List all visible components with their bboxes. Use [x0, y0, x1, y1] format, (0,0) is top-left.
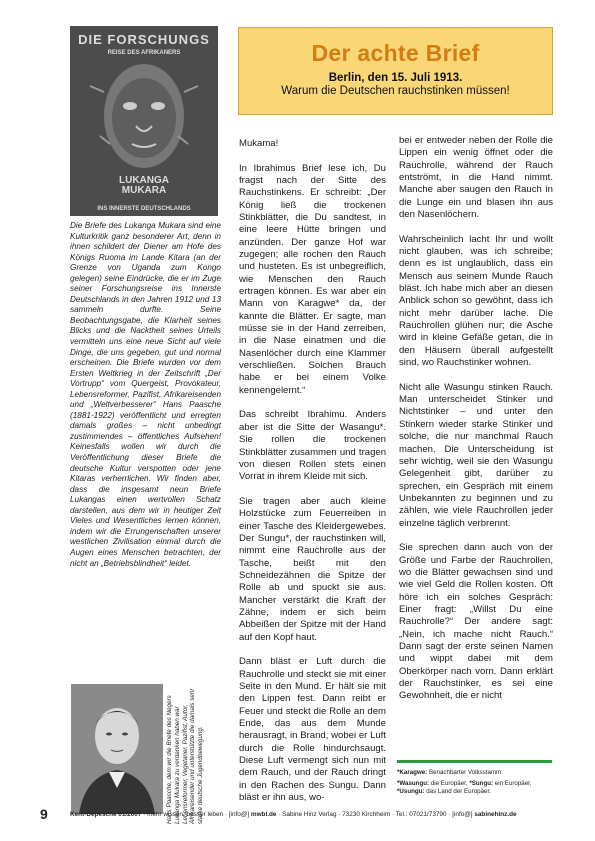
paragraph: Sie tragen aber auch kleine Holzstücke zum Feuerreiben in einer Tasche des Kleidergewebes. Der Sungu*, der rauchstinken will, nimmt eine Rauchrolle aus der Tasche, beißt mit den Schneidezähnen die Spitze der Rolle ab und spuckt sie aus. Mancher verstärkt die Kraft der Zähne, indem er sich beim Abbeißen der Spitze mit der Hand auf den Kopf haut.: [239, 495, 386, 643]
text-column-1: [239, 138, 386, 817]
cover-name: LUKANGA MUKARA: [119, 175, 169, 196]
footnote-divider: [397, 760, 552, 763]
place-date: Berlin, den 15. Juli 1913.: [328, 72, 463, 84]
text-column-2: [399, 135, 553, 715]
footnote-karagwe: *Karagwe: Benachbarter Volksstamm.: [397, 769, 503, 776]
paragraph: bei er entweder neben der Rolle die Lippen ein wenig öffnet oder die Rauchrolle, während der Rauch entströmt, in die Hand nimmt. Manche aber saugen den Rauch in die Lunge ein und blasen ihn aus den Nasenlöchern.: [399, 135, 553, 221]
article-subtitle: Warum die Deutschen rauchstinken müssen!: [281, 85, 510, 97]
cover-subtitle: REISE DES AFRIKANERS: [107, 50, 181, 56]
portrait-photo: [71, 684, 163, 814]
paragraph: Dann bläst er Luft durch die Rauchrolle und steckt sie mit einer Seite in den Mund. Er hält sie mit den Lippen fest. Dann reibt er Feuer und steckt die Rolle an dem Ende, das aus dem Munde herausragt, in Brand, wobei er Luft durch die Rolle hindurchsaugt. Diese Luft vermengt sich nun mit dem Rauch, und der Rauch dringt in den Rachen des Sungu. Dann bläst er ihn aus, wo-: [239, 656, 386, 804]
paragraph: Mukama!: [239, 138, 279, 149]
article-title: Der achte Brief: [311, 40, 480, 66]
footnotes: [397, 769, 555, 799]
article-header-box: [238, 27, 553, 115]
paragraph: Nicht alle Wasungu stinken Rauch. Man unterscheidet Stinker und Nichtstinker – und unter den Stinkern wieder starke Stinker und solche, die nur manchmal Rauch machen. Die Unterscheidung ist sehr wichtig, weil sie den Wasungu Gelegenheit gibt, darüber zu sprechen, ein Gespräch mit einem Unbekannten zu beginnen und zu zählen, wie viele Rauchrollen jeder einzelne täglich verbrennt.: [399, 381, 553, 529]
photo-caption-vertical: Hans Paasche, dem wir die Briefe des Negers Lukanga Mukara zu verdanken haben war Lebensreformer, Vegetarier, Pazifist, Autor, Afrikareisender und unterstützte die damals sehr starke deutsche Jugendbewegung.: [166, 688, 205, 824]
paragraph: In Ibrahimus Brief lese ich, Du fragst nach der Sitte des Rauchstinkens. Er schreibt: „Der König ließ die trockenen Stinkblätter, die Du sandtest, in eine leere Hütte bringen und anzünden. Der ganze Hof war zugegen; alle rochen den Rauch und husteten. Es ist unbegreiflich, wie Menschen den Rauch ertragen können. Es war aber ein Mann von Karagwe* da, der kannte die Blätter. Er sagte, man müsse sie in der Hand zerreiben, in die Nase einatmen und die Nasenlöcher durch eine Klammer verschließen. Solchen Brauch habe er bei einem Volke kennengelernt.“: [239, 162, 386, 396]
book-cover-image: [70, 26, 218, 216]
footer-link-mwbl[interactable]: mwbl.de: [250, 811, 277, 818]
page-number: 9: [40, 806, 48, 822]
footnote-wasungu: *Wasungu: die Europäer, *Sungu: ein Europäer, *Usungu: das Land der Europäer.: [397, 780, 532, 795]
portrait-silhouette: [71, 684, 163, 814]
cover-title: DIE FORSCHUNGS: [78, 32, 210, 47]
intro-caption: Die Briefe des Lukanga Mukara sind eine Kulturkritik ganz besonderer Art, denn in ihnen schildert der Diener am Hofe des Königs Ruoma im Lande Kitara (an der Grenze von Uganda zum Kongo gelegen) seine Eindrücke, die er im Zuge seiner Forschungsreise ins Innerste Deutschlands in den Jahren 1912 und 13 sammeln durfte. Seine Beobachtungsgabe, die Klarheit seines Blicks und die Nacktheit seines Urteils vermitteln uns eine neue Sicht auf viele Dinge, die uns gegeben, gut und normal erscheinen. Die Briefe wurden vor dem Ersten Weltkrieg in der Zeitschrift „Der Vortrupp“ vom Quergeist, Provokateur, Lebensreformer, Pazifist, Afrikareisenden und „Weltverbesserer“ Hans Paasche (1881-1922) veröffentlicht und erregten damals großes – nicht unbedingt zustimmendes – öffentliches Aufsehen! Keinesfalls wollen wir durch die Veröffentlichung dieser Briefe die deutsche Kultur verspotten oder jene Kitaras verherrlichen. Wir finden aber, dass die insgesamt neun Briefe Lukangas einen wertvollen Schatz darstellen, aus dem wir in heutiger Zeit Vieles und Wesentliches lernen können, indem wir die Errungenschaften unserer westlichen Zivilisation einmal durch die Augen eines Menschen betrachten, der nicht an „Betriebsblindheit“ leidet.: [70, 221, 221, 568]
page-footer: Kent-Depesche 01/2007 · mehr wissen, besser leben · [info@] mwbl.de · Sabine Hinz Verlag · 73230 Kirchheim · Tel.: 07021/73790 · [info@] sabinehinz.de: [70, 811, 517, 818]
paragraph: Sie sprechen dann auch von der Größe und Farbe der Rauchrollen, wo die Blätter gewachsen sind und wie viel Geld die Rollen kosten. Oft höre ich ein solches Gespräch: Einer fragt: „Willst Du eine Rauchrolle?“ Der andere sagt: „Nein, ich mache nicht Rauch.“ Dann sagt der erste seinen Namen und wippt dabei mit dem Oberkörper nach vorn. Dann erklärt der Rauchstinker, es sei eine Gewohnheit, die er nicht: [399, 542, 553, 702]
paragraph: Das schreibt Ibrahimu. Anders aber ist die Sitte der Wasangu*. Sie rollen die trockenen Stinkblätter zusammen und tragen von diesen Rollen stets einen Vorrat in ihrem Kleide mit sich.: [239, 409, 386, 483]
paragraph: Wahrscheinlich lacht Ihr und wollt nicht glauben, was ich schreibe; denn es ist unglaublich, dass ein Mensch aus seinem Munde Rauch bläst. Ich habe mich aber an diesen Anblick schon so gewöhnt, dass ich nicht mehr darüber lache. Die Rauchrollen glühen nur; die Asche wird in kleine Gefäße getan, die in den Häusern überall aufgestellt sind, wo Rauchstinker wohnen.: [399, 233, 553, 369]
cover-bottom-text: INS INNERSTE DEUTSCHLANDS: [97, 206, 191, 212]
footer-link-sabinehinz[interactable]: sabinehinz.de: [474, 811, 517, 818]
